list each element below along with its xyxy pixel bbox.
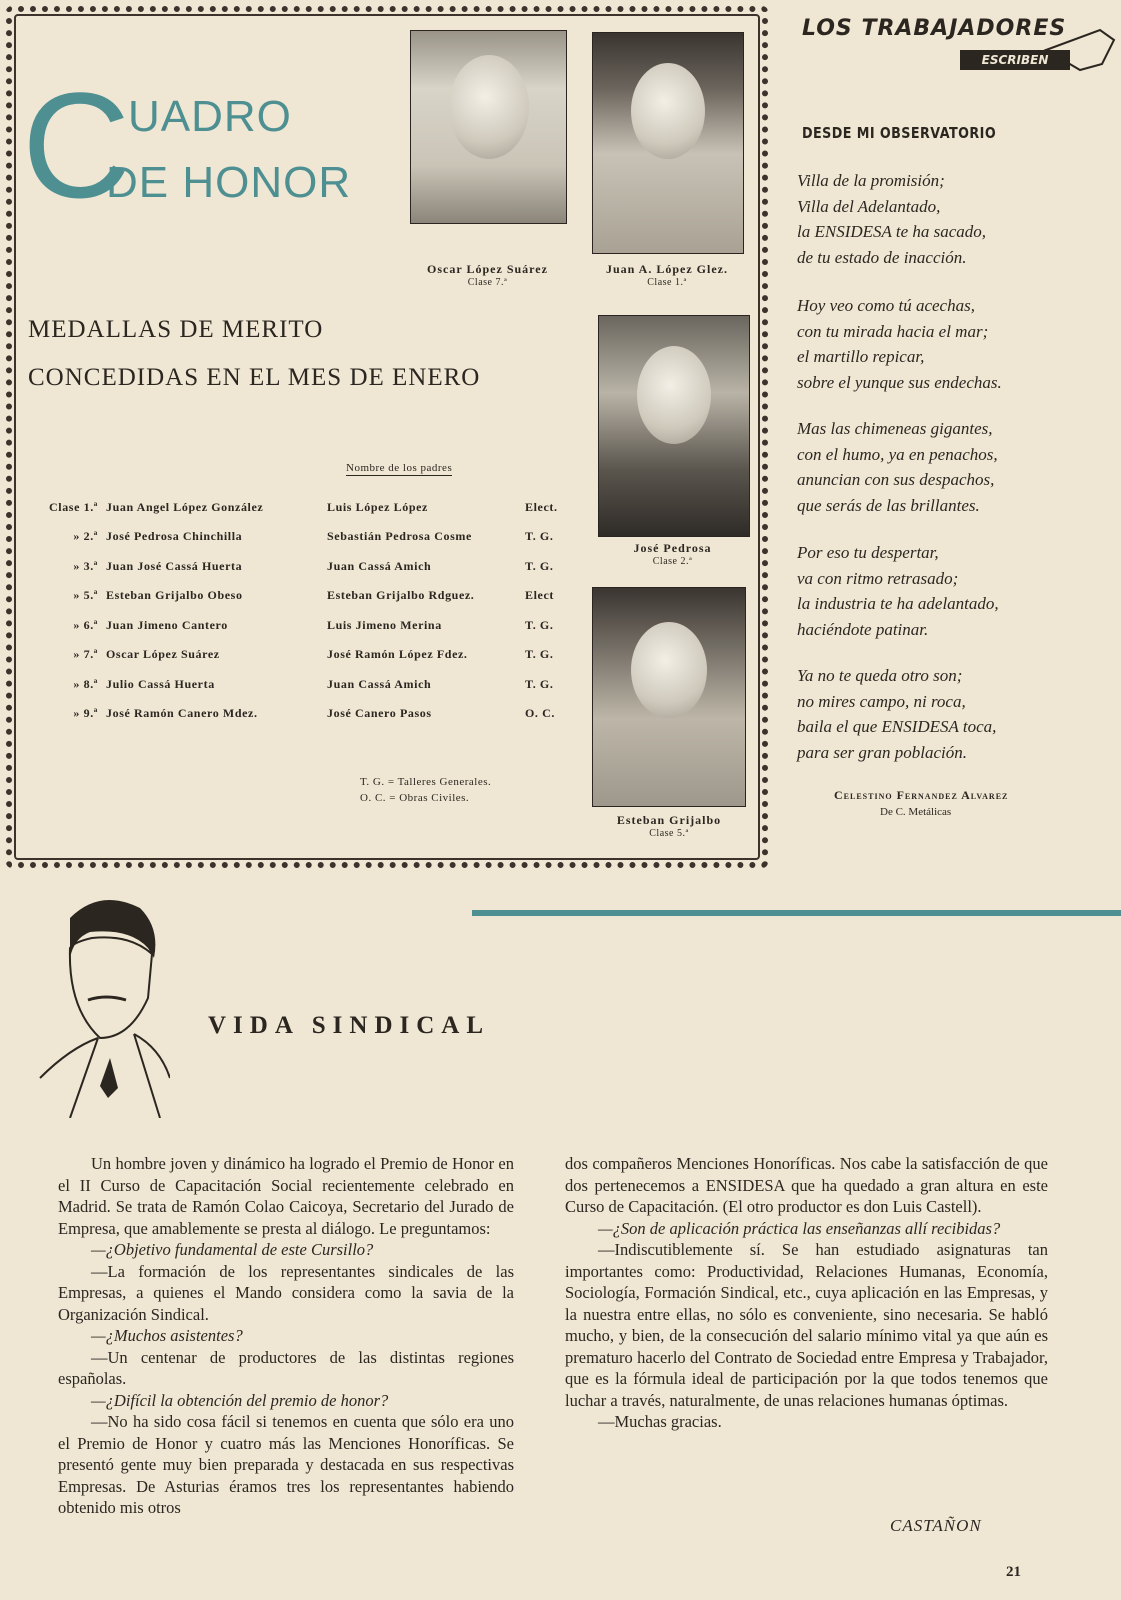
photo-jose bbox=[598, 315, 750, 537]
cell-clase: » 3.ª bbox=[73, 559, 98, 573]
verse: la ENSIDESA te ha sacado, bbox=[797, 222, 987, 241]
caption-esteban bbox=[584, 813, 754, 839]
cell-dept: Elect. bbox=[525, 500, 558, 514]
stanza bbox=[797, 416, 998, 518]
verse: va con ritmo retrasado; bbox=[797, 568, 959, 588]
legend-tg: T. G. = Talleres Generales. bbox=[360, 776, 492, 788]
verse: no mires campo, ni roca, bbox=[797, 691, 966, 711]
cell-nombre: Juan Angel López González bbox=[106, 500, 264, 514]
question: —¿Objetivo fundamental de este Cursillo? bbox=[91, 1240, 374, 1259]
poem-title: DESDE MI OBSERVATORIO bbox=[802, 124, 997, 142]
caption-jose bbox=[590, 541, 755, 567]
caption-clase: Clase 7.ª bbox=[467, 277, 508, 288]
poem-author: Celestino Fernandez Alvarez bbox=[834, 788, 1009, 802]
cell-padre: Luis López López bbox=[327, 500, 428, 514]
cell-clase: » 7.ª bbox=[73, 647, 98, 661]
verse: Mas las chimeneas gigantes, bbox=[797, 419, 993, 438]
answer: —Indiscutiblemente sí. Se han estudiado asignaturas tan importantes como: Productividad, Relaciones Humanas, Economía, Sociología, Formación Sindical, etc., cuya aplicación en las Empresas, y la nuestra entre ellas, no sólo es conveniente, sino necesaria. Se habló mucho, y bien, de la consecución del salario mínimo vital ya que aún es prematuro hacerlo del Contrato de Sociedad entre Empresa y Trabajador, que es la fórmula ideal de participación por la que todos tenemos que luchar a través, naturalmente, de unas relaciones humanas óptimas. bbox=[565, 1240, 1048, 1410]
photo-juan bbox=[592, 32, 744, 254]
cell-clase: » 5.ª bbox=[73, 588, 98, 602]
cell-clase: Clase 1.ª bbox=[49, 500, 98, 514]
verse: Villa del Adelantado, bbox=[797, 196, 941, 216]
caption-clase: Clase 2.ª bbox=[652, 556, 693, 567]
photo-oscar bbox=[410, 30, 567, 224]
article-title: VIDA SINDICAL bbox=[208, 1012, 491, 1039]
question: —¿Difícil la obtención del premio de honor? bbox=[91, 1390, 389, 1410]
cell-dept: Elect bbox=[525, 588, 554, 602]
cell-nombre: José Ramón Canero Mdez. bbox=[106, 706, 258, 720]
cell-clase: » 2.ª bbox=[73, 529, 98, 543]
verse: con tu mirada hacia el mar; bbox=[797, 321, 989, 341]
title-line-1: UADRO bbox=[128, 92, 292, 141]
verse: con el humo, ya en penachos, bbox=[797, 444, 998, 464]
cell-nombre: Esteban Grijalbo Obeso bbox=[106, 588, 243, 602]
poem-author-dept: De C. Metálicas bbox=[880, 806, 952, 818]
legend-oc: O. C. = Obras Civiles. bbox=[360, 792, 470, 804]
medallas-heading-2: CONCEDIDAS EN EL MES DE ENERO bbox=[28, 364, 481, 391]
cell-clase: » 8.ª bbox=[73, 677, 98, 691]
cell-nombre: José Pedrosa Chinchilla bbox=[106, 529, 243, 543]
cell-padre: Juan Cassá Amich bbox=[327, 559, 432, 573]
verse: anuncian con sus despachos, bbox=[797, 470, 995, 489]
cell-nombre: Juan Jimeno Cantero bbox=[106, 618, 228, 632]
cell-padre: Juan Cassá Amich bbox=[327, 677, 432, 691]
verse: baila el que ENSIDESA toca, bbox=[797, 717, 997, 736]
cell-dept: O. C. bbox=[525, 706, 555, 720]
stanza bbox=[797, 168, 986, 270]
cell-dept: T. G. bbox=[525, 618, 554, 632]
verse: que serás de las brillantes. bbox=[797, 495, 980, 515]
cell-nombre: Oscar López Suárez bbox=[106, 647, 220, 661]
cell-padre: José Ramón López Fdez. bbox=[327, 647, 468, 661]
page-number: 21 bbox=[1006, 1564, 1021, 1580]
cell-dept: T. G. bbox=[525, 677, 554, 691]
verse: sobre el yunque sus endechas. bbox=[797, 372, 1002, 392]
stanza bbox=[797, 540, 999, 642]
paragraph: dos compañeros Menciones Honoríficas. Nos cabe la satisfacción de que dos pertenecemos a ENSIDESA que ha quedado a gran altura en este Curso de Capacitación. (El otro productor es don Luis Castell). bbox=[565, 1154, 1048, 1216]
answer: —No ha sido cosa fácil si tenemos en cuenta que sólo era uno el Premio de Honor y cuatro más las Menciones Honoríficas. Se presentó gente muy bien preparada y destacada en sus respectivas Empresas. De Asturias éramos tres los representantes habiendo obtenido mis otros bbox=[58, 1412, 514, 1517]
verse: Hoy veo como tú acechas, bbox=[797, 296, 975, 315]
cell-dept: T. G. bbox=[525, 647, 554, 661]
cell-clase: » 9.ª bbox=[73, 706, 98, 720]
question: —¿Muchos asistentes? bbox=[91, 1326, 243, 1345]
answer: —Un centenar de productores de las distintas regiones españolas. bbox=[58, 1347, 514, 1388]
cell-nombre: Julio Cassá Huerta bbox=[106, 677, 215, 691]
caption-name: José Pedrosa bbox=[633, 541, 712, 555]
photo-esteban bbox=[592, 587, 746, 807]
paragraph: Un hombre joven y dinámico ha logrado el Premio de Honor en el II Curso de Capacitación Social recientemente celebrado en Madrid. Se trata de Ramón Colao Caicoya, Secretario del Jurado de Empresa, que amablemente se presta al diálogo. Le preguntamos: bbox=[58, 1154, 514, 1238]
caption-clase: Clase 1.ª bbox=[647, 277, 687, 288]
cell-dept: T. G. bbox=[525, 529, 554, 543]
caption-juan bbox=[582, 262, 752, 288]
stanza bbox=[797, 663, 996, 765]
caption-name: Oscar López Suárez bbox=[427, 262, 548, 276]
verse: la industria te ha adelantado, bbox=[797, 594, 999, 613]
stanza bbox=[797, 293, 1002, 395]
cell-padre: José Canero Pasos bbox=[327, 706, 432, 720]
section-label: LOS TRABAJADORES bbox=[802, 16, 1067, 41]
section-rule bbox=[472, 910, 1121, 916]
cell-padre: Esteban Grijalbo Rdguez. bbox=[327, 588, 475, 602]
article-column-right bbox=[565, 1153, 1048, 1433]
medallas-heading-1: MEDALLAS DE MERITO bbox=[28, 316, 324, 343]
article-signature: CASTAÑON bbox=[890, 1516, 982, 1535]
verse: Por eso tu despertar, bbox=[797, 543, 939, 562]
caption-name: Esteban Grijalbo bbox=[616, 813, 722, 827]
section-sub-badge: ESCRIBEN bbox=[960, 50, 1070, 70]
question: —¿Son de aplicación práctica las enseñanzas allí recibidas? bbox=[598, 1218, 1001, 1238]
verse: Villa de la promisión; bbox=[797, 171, 945, 190]
verse: de tu estado de inacción. bbox=[797, 247, 967, 267]
verse: haciéndote patinar. bbox=[797, 619, 929, 639]
caption-name: Juan A. López Glez. bbox=[605, 262, 728, 276]
answer: —La formación de los representantes sindicales de las Empresas, a quienes el Mando considera como la savia de la Organización Sindical. bbox=[58, 1261, 514, 1324]
verse: para ser gran población. bbox=[797, 742, 967, 762]
verse: Ya no te queda otro son; bbox=[797, 666, 963, 685]
verse: el martillo repicar, bbox=[797, 347, 925, 366]
cell-dept: T. G. bbox=[525, 559, 554, 573]
closing: —Muchas gracias. bbox=[598, 1412, 722, 1431]
caption-clase: Clase 5.ª bbox=[649, 828, 689, 839]
cell-clase: » 6.ª bbox=[73, 618, 98, 632]
padres-header: Nombre de los padres bbox=[346, 462, 453, 474]
portrait-illustration bbox=[30, 888, 170, 1118]
cell-nombre: Juan José Cassá Huerta bbox=[106, 559, 243, 573]
cell-padre: Luis Jimeno Merina bbox=[327, 618, 442, 632]
cell-padre: Sebastián Pedrosa Cosme bbox=[327, 529, 472, 543]
article-column-left bbox=[58, 1153, 514, 1519]
caption-oscar bbox=[400, 262, 575, 288]
title-line-2: DE HONOR bbox=[106, 158, 352, 207]
title-initial: C bbox=[22, 61, 131, 229]
